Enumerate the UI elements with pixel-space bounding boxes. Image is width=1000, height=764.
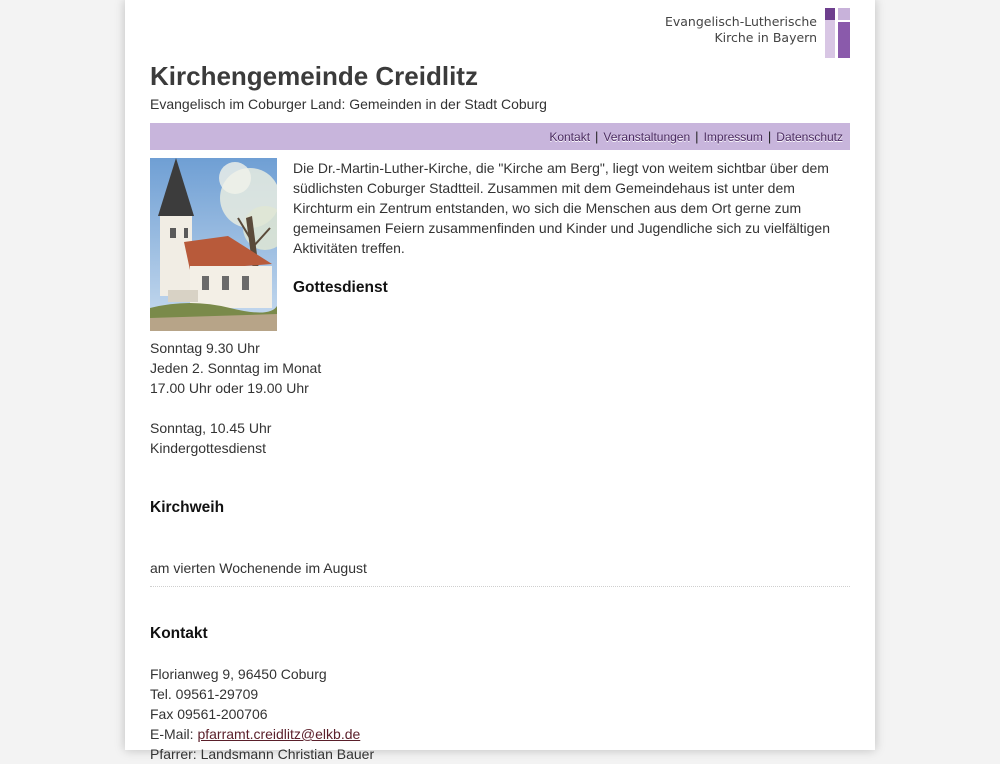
section-divider xyxy=(150,586,850,587)
logo-line-1: Evangelisch-Lutherische xyxy=(664,14,817,29)
site-title: Kirchengemeinde Creidlitz xyxy=(150,61,478,91)
nav-separator: | xyxy=(767,129,772,144)
nav-separator: | xyxy=(595,129,599,144)
heading-kontakt: Kontakt xyxy=(150,625,208,642)
kirchweih-text: am vierten Wochenende im August xyxy=(150,560,367,576)
site-subtitle: Evangelisch im Coburger Land: Gemeinden in der Stadt Coburg xyxy=(150,96,547,112)
contact-pastor: Pfarrer: Landsmann Christian Bauer xyxy=(150,746,375,762)
service-line: 17.00 Uhr oder 19.00 Uhr xyxy=(150,380,309,396)
service-line: Jeden 2. Sonntag im Monat xyxy=(150,360,322,376)
contact-fax: Fax 09561-200706 xyxy=(150,706,268,722)
logo-mark-icon xyxy=(825,8,850,58)
church-photo xyxy=(150,158,277,331)
contact-address: Florianweg 9, 96450 Coburg xyxy=(150,666,327,682)
nav-separator: | xyxy=(695,129,699,144)
contact-email-row xyxy=(150,724,374,744)
contact-tel: Tel. 09561-29709 xyxy=(150,686,259,702)
page-container xyxy=(125,0,875,762)
service-line: Kindergottesdienst xyxy=(150,440,266,456)
logo-line-2: Kirche in Bayern xyxy=(714,30,817,45)
email-link[interactable]: pfarramt.creidlitz@elkb.de xyxy=(197,726,361,742)
logo-text xyxy=(665,14,817,46)
intro-text: Die Dr.-Martin-Luther-Kirche, die "Kirche am Berg", liegt von weitem sichtbar über dem südlichsten Coburger Stadtteil. Zusammen mit dem Gemeindehaus ist unter dem Kirchturm ein Zentrum entstanden, wo sich die Menschen aus dem Ort gerne zum gemeinsamen Feiern zusammenfinden und Kinder und Jugendliche sich zu vielfältigen Aktivitäten treffen. xyxy=(293,160,830,256)
service-line-spacer xyxy=(150,398,321,418)
email-label: E-Mail: xyxy=(150,726,198,742)
contact-block xyxy=(150,664,374,764)
top-navigation xyxy=(150,123,850,150)
nav-link-impressum[interactable]: Impressum xyxy=(703,129,763,144)
nav-link-kontakt[interactable]: Kontakt xyxy=(549,129,591,144)
service-times xyxy=(150,338,321,458)
heading-kirchweih: Kirchweih xyxy=(150,499,225,516)
heading-gottesdienst: Gottesdienst xyxy=(293,279,388,296)
service-line: Sonntag 9.30 Uhr xyxy=(150,340,260,356)
church-illustration xyxy=(150,158,277,331)
elkb-logo[interactable] xyxy=(665,8,850,60)
service-line: Sonntag, 10.45 Uhr xyxy=(150,420,272,436)
nav-link-veranstaltungen[interactable]: Veranstaltungen xyxy=(603,129,691,144)
nav-link-datenschutz[interactable]: Datenschutz xyxy=(776,129,843,144)
